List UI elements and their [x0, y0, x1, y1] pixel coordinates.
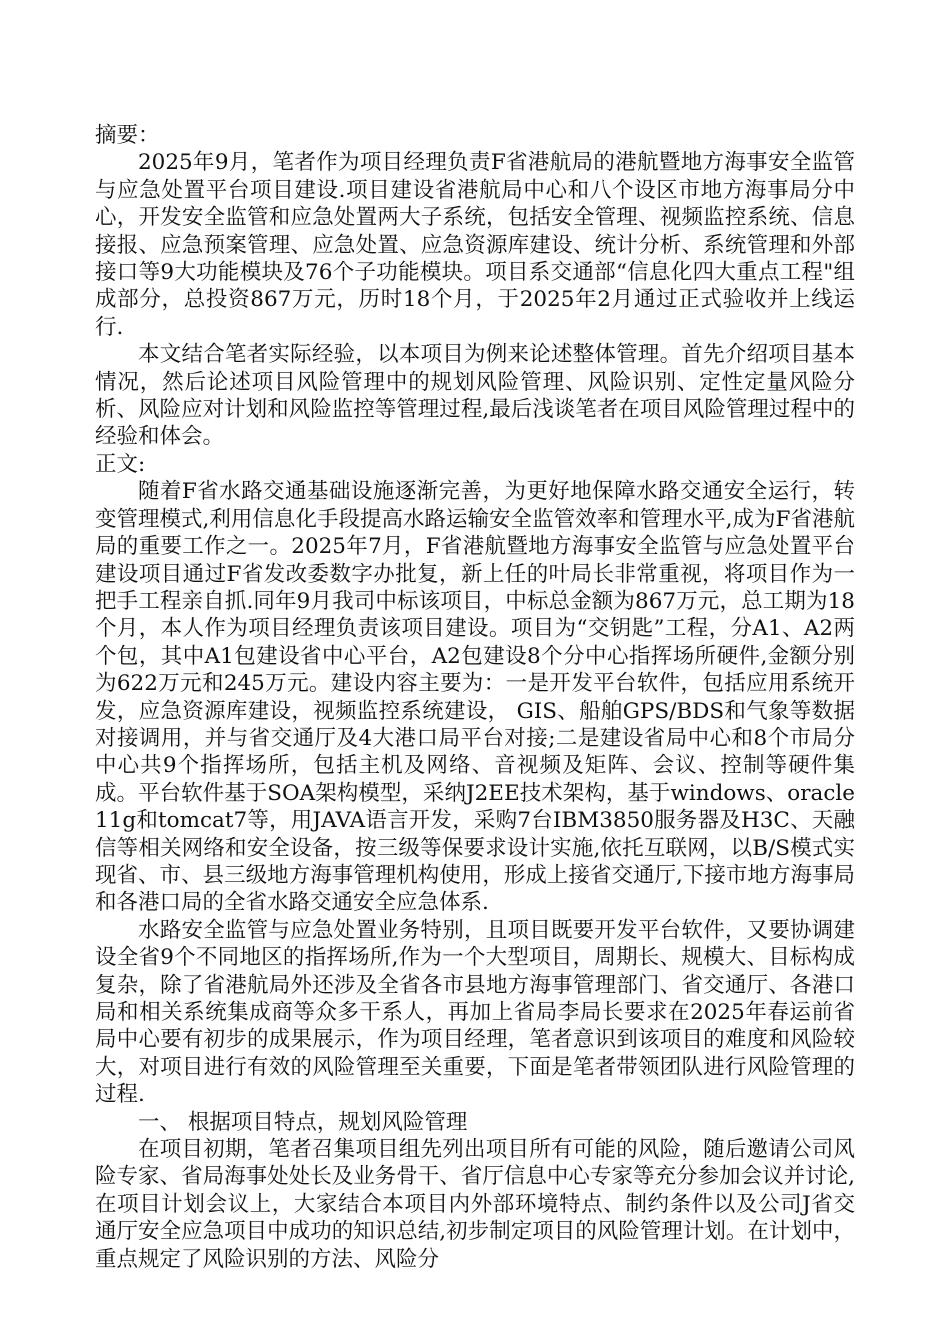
- body-paragraph: 水路安全监管与应急处置业务特别，且项目既要开发平台软件，又要协调建设全省9个不同地区的指挥场所,作为一个大型项目，周期长、规模大、目标构成复杂，除了省港航局外还涉及全省各市县地方海事管理部门、省交通厅、各港口局和相关系统集成商等众多干系人，再加上省局李局长要求在2025年春运前省局中心要有初步的成果展示，作为项目经理，笔者意识到该项目的难度和风险较大，对项目进行有效的风险管理至关重要，下面是笔者带领团队进行风险管理的过程.: [95, 917, 855, 1108]
- document-page: [95, 122, 855, 1273]
- abstract-paragraph: 2025年9月，笔者作为项目经理负责F省港航局的港航暨地方海事安全监管与应急处置平台项目建设.项目建设省港航局中心和八个设区市地方海事局分中心，开发安全监管和应急处置两大子系统，包括安全管理、视频监控系统、信息接报、应急预案管理、应急处置、应急资源库建设、统计分析、系统管理和外部接口等9大功能模块及76个子功能模块。项目系交通部“信息化四大重点工程"组成部分，总投资867万元，历时18个月，于2025年2月通过正式验收并上线运行.: [95, 150, 855, 340]
- body-paragraph: 随着F省水路交通基础设施逐渐完善，为更好地保障水路交通安全运行，转变管理模式,利用信息化手段提高水路运输安全监管效率和管理水平,成为F省港航局的重要工作之一。2025年7月，F省港航暨地方海事安全监管与应急处置平台建设项目通过F省发改委数字办批复，新上任的叶局长非常重视，将项目作为一把手工程亲自抓.同年9月我司中标该项目，中标总金额为867万元，总工期为18个月，本人作为项目经理负责该项目建设。项目为“交钥匙”工程，分A1、A2两个包，其中A1包建设省中心平台，A2包建设8个分中心指挥场所硬件,金额分别为622万元和245万元。建设内容主要为：一是开发平台软件，包括应用系统开发，应急资源库建设，视频监控系统建设， GIS、船舶GPS/BDS和气象等数据对接调用，并与省交通厅及4大港口局平台对接;二是建设省局中心和8个市局分中心共9个指挥场所，包括主机及网络、音视频及矩阵、会议、控制等硬件集成。平台软件基于SOA架构模型，采纳J2EE技术架构，基于windows、oracle 11g和tomcat7等，用JAVA语言开发，采购7台IBM3850服务器及H3C、天融信等相关网络和安全设备，按三级等保要求设计实施,依托互联网，以B/S模式实现省、市、县三级地方海事管理机构使用，形成上接省交通厅,下接市地方海事局和各港口局的全省水路交通安全应急体系.: [95, 479, 855, 916]
- abstract-heading: 摘要：: [95, 123, 160, 148]
- section-heading: 一、 根据项目特点，规划风险管理: [138, 1109, 468, 1135]
- section-paragraph: 在项目初期，笔者召集项目组先列出项目所有可能的风险，随后邀请公司风险专家、省局海事处处长及业务骨干、省厅信息中心专家等充分参加会议并讨论,在项目计划会议上，大家结合本项目内外部环境特点、制约条件以及公司J省交通厅安全应急项目中成功的知识总结,初步制定项目的风险管理计划。在计划中，重点规定了风险识别的方法、风险分: [95, 1137, 855, 1272]
- abstract-paragraph: 本文结合笔者实际经验，以本项目为例来论述整体管理。首先介绍项目基本情况，然后论述项目风险管理中的规划风险管理、风险识别、定性定量风险分析、风险应对计划和风险监控等管理过程,最后浅谈笔者在项目风险管理过程中的经验和体会。: [95, 342, 855, 450]
- body-heading: 正文:: [95, 451, 146, 477]
